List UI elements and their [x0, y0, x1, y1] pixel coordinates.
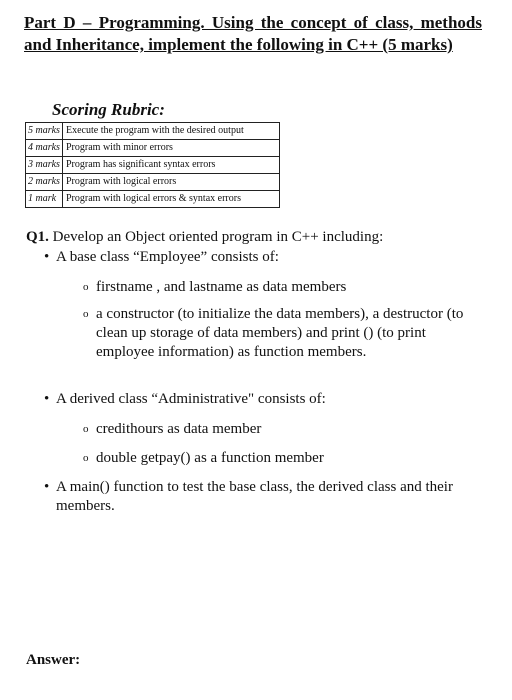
bullet-text: A base class “Employee” consists of:	[56, 249, 279, 265]
bullet-derived-class	[44, 390, 476, 409]
bullet-main-function	[44, 478, 476, 516]
rubric-marks: 3 marks	[26, 157, 63, 174]
rubric-description: Execute the program with the desired output	[63, 123, 280, 140]
rubric-description: Program with minor errors	[63, 140, 280, 157]
rubric-description: Program with logical errors	[63, 174, 280, 191]
section-heading: Part D – Programming. Using the concept of class, methods and Inheritance, implement the following in C++ (5 marks)	[24, 13, 482, 54]
sub-bullet	[83, 305, 468, 362]
rubric-marks: 4 marks	[26, 140, 63, 157]
sub-bullet-text: a constructor (to initialize the data members), a destructor (to clean up storage of data members) and print () (to print employee information) as function members.	[96, 306, 464, 360]
circle-bullet-icon: o	[83, 452, 89, 464]
question-label: Q1.	[26, 229, 49, 245]
bullet-dot-icon: •	[44, 479, 50, 495]
circle-bullet-icon: o	[83, 281, 89, 293]
rubric-row	[26, 140, 280, 157]
rubric-row	[26, 174, 280, 191]
sub-bullet	[83, 420, 466, 439]
rubric-marks: 1 mark	[26, 191, 63, 208]
rubric-row	[26, 123, 280, 140]
rubric-title: Scoring Rubric:	[52, 100, 165, 119]
question-line	[26, 228, 383, 247]
bullet-base-class	[44, 248, 476, 267]
sub-bullet-text: double getpay() as a function member	[96, 450, 324, 466]
rubric-description: Program has significant syntax errors	[63, 157, 280, 174]
rubric-row	[26, 191, 280, 208]
rubric-marks: 5 marks	[26, 123, 63, 140]
sub-bullet-text: firstname , and lastname as data members	[96, 279, 347, 295]
answer-label: Answer:	[26, 652, 81, 668]
circle-bullet-icon: o	[83, 423, 89, 435]
rubric-description: Program with logical errors & syntax errors	[63, 191, 280, 208]
circle-bullet-icon: o	[83, 308, 89, 320]
sub-bullet-text: credithours as data member	[96, 421, 262, 437]
rubric-marks: 2 marks	[26, 174, 63, 191]
rubric-row	[26, 157, 280, 174]
sub-bullet	[83, 278, 466, 297]
bullet-text: A derived class “Administrative" consists of:	[56, 391, 326, 407]
bullet-dot-icon: •	[44, 249, 50, 265]
bullet-dot-icon: •	[44, 391, 50, 407]
bullet-text: A main() function to test the base class, the derived class and their members.	[56, 479, 453, 514]
sub-bullet	[83, 449, 466, 468]
scoring-rubric-table	[25, 122, 280, 208]
question-text: Develop an Object oriented program in C++ including:	[52, 229, 384, 245]
